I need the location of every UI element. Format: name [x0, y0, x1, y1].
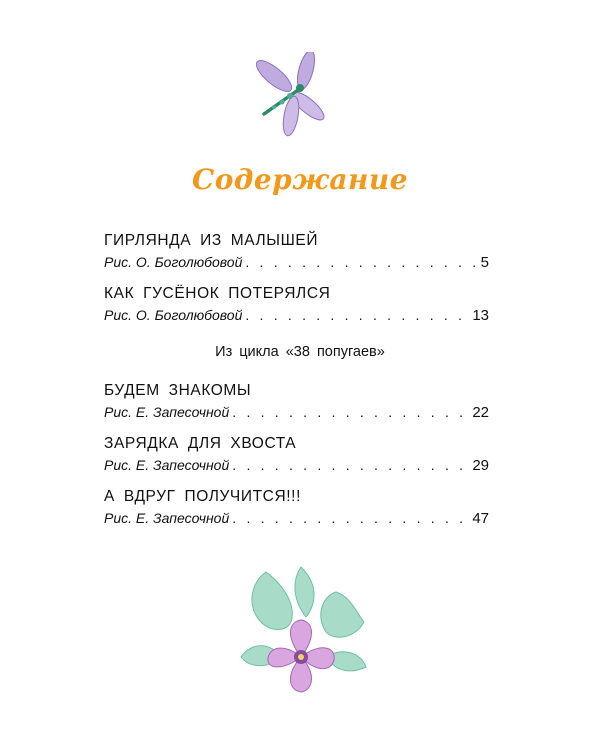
entry-page: 5	[480, 254, 489, 271]
entry-illustrator: Рис. О. Боголюбовой	[104, 307, 243, 323]
entry-illustrator: Рис. Е. Запесочной	[104, 457, 230, 473]
leader-dots	[232, 508, 469, 528]
entry-page: 29	[472, 457, 489, 474]
entry-illustrator: Рис. О. Боголюбовой	[104, 254, 243, 270]
flower-illustration	[226, 562, 376, 712]
toc-entry[interactable]	[104, 230, 489, 273]
leader-dots	[232, 402, 469, 422]
cycle-heading: Из цикла «38 попугаев»	[215, 344, 385, 360]
entry-page: 22	[472, 404, 489, 421]
entry-illustrator: Рис. Е. Запесочной	[104, 510, 230, 526]
entry-title: ГИРЛЯНДА ИЗ МАЛЫШЕЙ	[104, 232, 319, 249]
toc-entry[interactable]	[104, 486, 489, 529]
entry-illustrator: Рис. Е. Запесочной	[104, 404, 230, 420]
entry-page: 13	[472, 307, 489, 324]
entry-page: 47	[472, 510, 489, 527]
toc-entry[interactable]	[104, 380, 489, 423]
leader-dots	[245, 252, 477, 272]
toc-group-2	[104, 380, 489, 529]
page-title: Содержание	[191, 163, 409, 196]
entry-title: БУДЕМ ЗНАКОМЫ	[104, 382, 252, 399]
leader-dots	[232, 455, 469, 475]
entry-title: ЗАРЯДКА ДЛЯ ХВОСТА	[104, 435, 297, 452]
entry-title: А ВДРУГ ПОЛУЧИТСЯ!!!	[104, 488, 301, 505]
leader-dots	[245, 305, 469, 325]
entry-title: КАК ГУСЁНОК ПОТЕРЯЛСЯ	[104, 285, 331, 302]
dragonfly-illustration	[246, 52, 334, 140]
toc-entry[interactable]	[104, 283, 489, 326]
toc-group-1	[104, 230, 489, 326]
toc-entry[interactable]	[104, 433, 489, 476]
